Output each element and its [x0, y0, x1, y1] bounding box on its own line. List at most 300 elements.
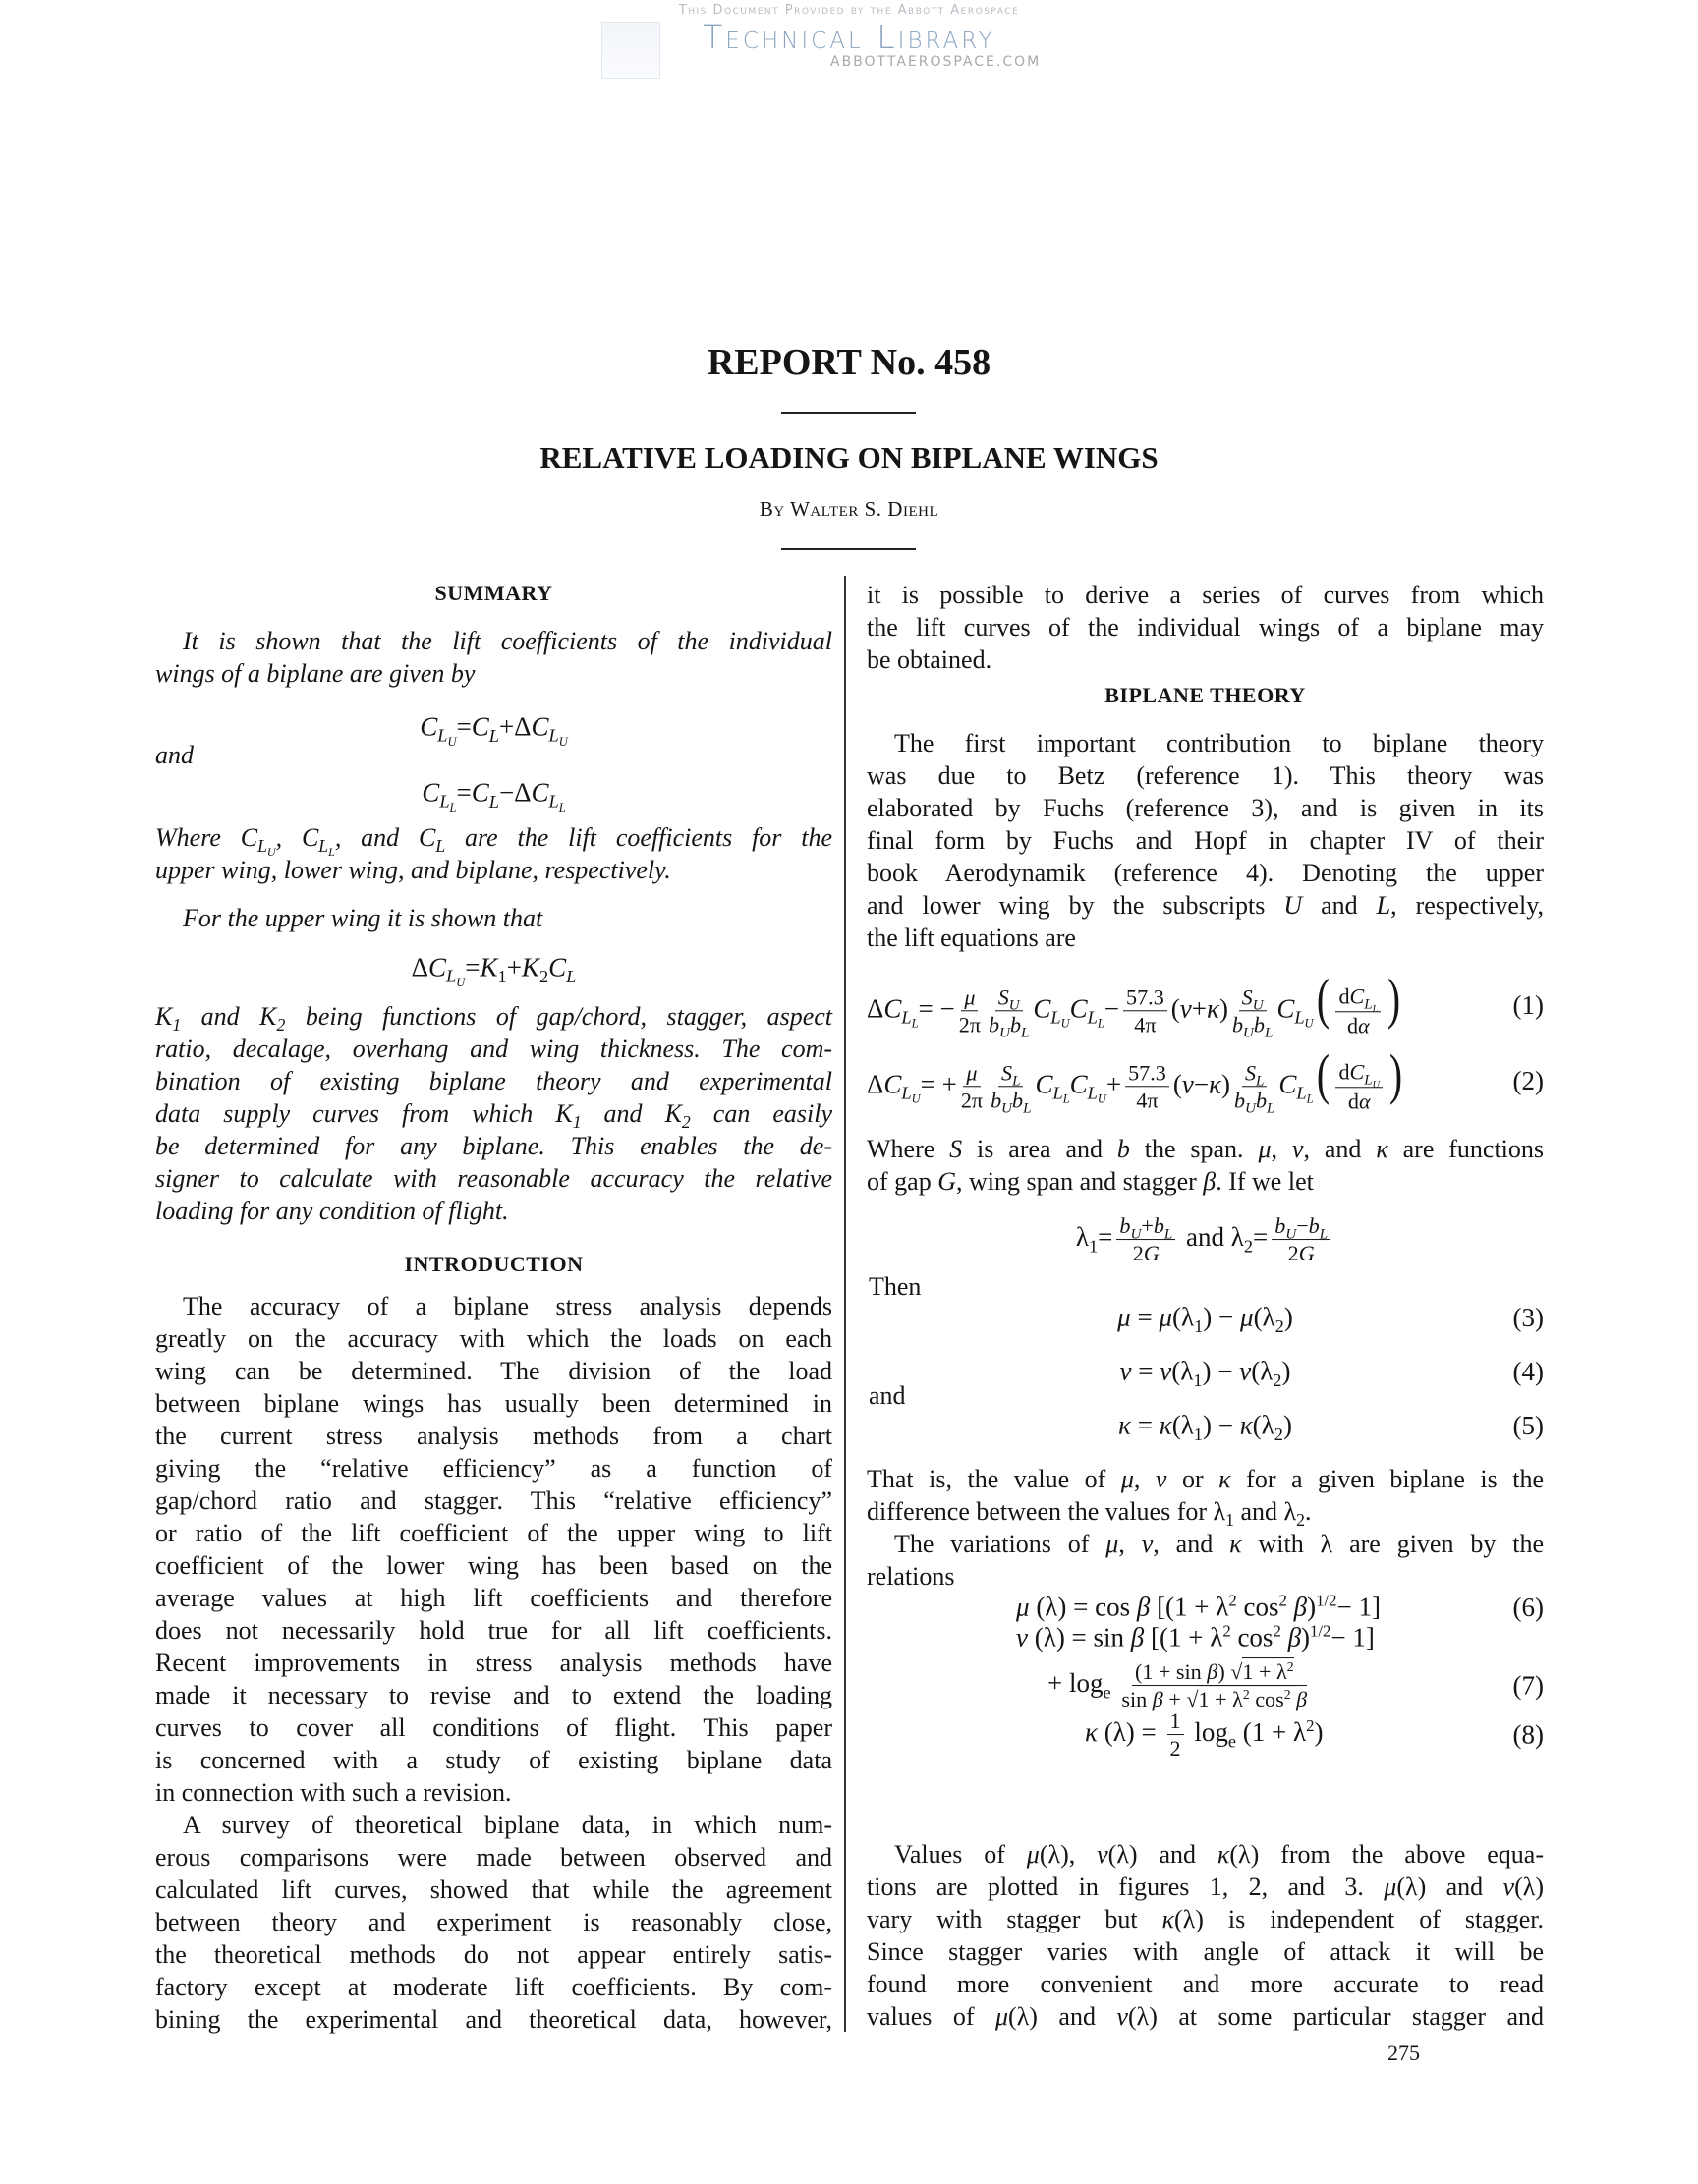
math-symbol: L [1267, 1100, 1275, 1117]
math-text: 1 [1225, 1510, 1234, 1531]
theory-paragraph-1 [867, 727, 1544, 954]
math-subscript [1244, 1237, 1253, 1257]
math-text: the current stress analysis methods from a chart [155, 1422, 832, 1450]
math-symbol: U [1283, 891, 1303, 920]
math-symbol: μ [1258, 1135, 1272, 1163]
math-fraction [990, 1060, 1032, 1117]
math-text: being functions of gap/chord, stagger, aspect [285, 1002, 832, 1031]
math-symbol: K [480, 952, 498, 982]
text-line [155, 1452, 832, 1484]
math-subscript [1098, 1017, 1104, 1031]
text-line [867, 1495, 1544, 1531]
math-text: Where [867, 1135, 950, 1163]
math-radical-sign: √ [1230, 1659, 1243, 1685]
math-symbol: β [1136, 1592, 1151, 1622]
text-line [867, 644, 1544, 676]
text-line [155, 1971, 832, 2003]
math-symbol: C [1069, 993, 1088, 1024]
text-line [155, 1130, 832, 1162]
math-symbol: C [1278, 1069, 1297, 1099]
math-symbol: L [548, 791, 559, 812]
math-subscript [1087, 1007, 1104, 1032]
math-text: loading for any condition of flight. [155, 1197, 509, 1225]
introduction-paragraph-2 [155, 1809, 832, 2036]
math-subscript [1294, 1007, 1314, 1032]
math-text: Δ [411, 952, 428, 982]
math-text: bination of existing biplane theory and experimental [155, 1067, 832, 1095]
math-text [1281, 1623, 1288, 1652]
math-text: [(1 + λ [1150, 1592, 1229, 1622]
title-rule-top [781, 412, 916, 414]
text-line [867, 824, 1544, 857]
text-line [155, 1906, 832, 1938]
math-text: − [1193, 1069, 1210, 1099]
math-symbol: L [1163, 1226, 1173, 1243]
math-symbol: μ [994, 2002, 1009, 2031]
text-line [155, 1679, 832, 1711]
math-text: erous comparisons were made between observed and [155, 1843, 832, 1872]
math-text [1287, 1593, 1294, 1622]
math-symbol: C [419, 823, 436, 852]
math-text: , and [1153, 1530, 1230, 1558]
math-symbol: U [999, 1025, 1010, 1041]
math-symbol: β [1152, 1687, 1163, 1712]
math-symbol: μ [966, 1060, 978, 1086]
math-fraction [1335, 1059, 1383, 1113]
math-symbol: b [1274, 1213, 1286, 1239]
summary-paragraph-4 [155, 1000, 832, 1227]
math-text: and λ [1179, 1222, 1244, 1253]
label-and: and [155, 741, 194, 769]
math-text: 2 [681, 1112, 691, 1133]
equation-number: (6) [1512, 1592, 1544, 1622]
math-text: 1 [172, 1015, 182, 1036]
math-subscript [439, 791, 457, 815]
math-text: curves to cover all conditions of flight. This paper [155, 1713, 832, 1742]
text-line [155, 1162, 832, 1195]
math-text: , [1271, 1135, 1292, 1163]
math-symbol: U [1372, 1080, 1381, 1092]
math-symbol: b [989, 1012, 1000, 1037]
math-symbol: ν [1141, 1530, 1154, 1558]
text-line [155, 1290, 832, 1322]
math-symbol: U [1001, 1100, 1013, 1117]
text-line [155, 1000, 832, 1036]
math-text: 2 [1273, 1370, 1282, 1390]
math-text: , [1133, 1465, 1156, 1493]
math-symbol: β [1203, 1167, 1217, 1196]
title-rule-bottom [781, 548, 916, 550]
math-symbol: ν [1181, 1069, 1194, 1099]
math-superscript [1243, 1687, 1250, 1702]
math-superscript [1287, 1659, 1294, 1674]
math-symbol: ν [1160, 1356, 1172, 1386]
equation-number: (1) [1512, 989, 1544, 1020]
equation-6 [1016, 1593, 1544, 1623]
math-text: d [1347, 1013, 1359, 1038]
text-line [155, 1033, 832, 1065]
fraction-numerator [961, 984, 978, 1011]
math-text: average values at high lift coefficients and therefore [155, 1584, 832, 1612]
math-symbol: G [937, 1167, 956, 1196]
math-fraction [1167, 1708, 1184, 1762]
fraction-denominator [990, 1088, 1032, 1117]
math-text: 1 [1193, 1370, 1203, 1390]
fraction-denominator [1133, 1241, 1160, 1266]
math-text: 1 [1169, 1708, 1181, 1734]
text-line [867, 727, 1544, 759]
math-text: 2 [1169, 1736, 1181, 1762]
equation-3 [867, 1302, 1544, 1336]
math-text: it is possible to derive a series of curves from which [867, 581, 1544, 609]
math-text: 1 [572, 1112, 582, 1133]
math-text: 1 [1088, 1236, 1099, 1257]
fraction-numerator [1116, 1213, 1175, 1243]
equation-body [411, 952, 577, 990]
math-text: ( [1172, 1069, 1182, 1099]
math-symbol: C [548, 952, 567, 982]
math-text: d [1347, 1089, 1359, 1114]
equation-body [1016, 1593, 1381, 1623]
math-subscript [912, 1017, 919, 1031]
equation-lower-lift-coefficient [155, 777, 832, 815]
math-symbol: L [1050, 1007, 1061, 1028]
math-text: The first important contribution to biplane theory [894, 729, 1544, 757]
math-subscript [1023, 1101, 1031, 1117]
math-subscript [1052, 1083, 1070, 1107]
math-fraction [1116, 1213, 1175, 1266]
math-symbol: b [1009, 1012, 1021, 1037]
math-symbol: U [266, 845, 276, 860]
math-text: 2 [1273, 1621, 1281, 1641]
math-text: That is, the value of [867, 1465, 1121, 1493]
math-subscript [1305, 1017, 1314, 1031]
math-fraction [1335, 983, 1381, 1037]
math-symbol: L [439, 791, 450, 812]
math-text: ratio, decalage, overhang and wing thickness. The com- [155, 1035, 832, 1063]
math-large-parenthesis: ) [1387, 968, 1401, 1031]
text-line [155, 1097, 832, 1133]
math-subscript [1265, 1026, 1273, 1041]
math-symbol: U [1285, 1226, 1297, 1243]
math-text: − [1104, 993, 1120, 1024]
math-text: e [1227, 1731, 1237, 1752]
math-text: It is shown that the lift coefficients of the individual [183, 627, 832, 655]
math-text: be obtained. [867, 645, 992, 674]
math-symbol: L [1087, 1083, 1098, 1103]
math-text: ) − [1203, 1302, 1240, 1332]
math-symbol: L [548, 725, 559, 746]
math-symbol: b [1231, 1012, 1243, 1037]
math-text: d [1338, 1059, 1350, 1085]
math-subscript [548, 791, 566, 815]
math-text: (λ) and [1008, 2002, 1117, 2031]
watermark-provided-by: This Document Provided by the Abbott Aerospace [678, 3, 1020, 18]
math-symbol: μ [1159, 1302, 1172, 1332]
watermark-technical-library: Technical Library [703, 18, 995, 56]
math-text: 1/2 [1316, 1591, 1337, 1610]
math-text: = [1098, 1222, 1113, 1253]
math-symbol: κ [1161, 1905, 1175, 1933]
math-text: A survey of theoretical biplane data, in which num- [183, 1811, 832, 1839]
math-fraction [1234, 1060, 1275, 1117]
math-subscript [1001, 1101, 1012, 1117]
text-line [155, 1744, 832, 1776]
math-text: 2 [1242, 1687, 1250, 1703]
theory-paragraph-3 [867, 1463, 1545, 1531]
math-symbol: L [328, 845, 335, 860]
math-symbol: κ [1118, 1410, 1131, 1440]
column-divider [844, 576, 846, 2032]
fraction-numerator [995, 984, 1023, 1014]
math-subscript [1061, 1017, 1070, 1031]
math-superscript [1310, 1621, 1330, 1640]
math-symbol: L [1294, 1007, 1305, 1028]
math-subscript [437, 725, 457, 750]
math-text: ) − [1202, 1410, 1240, 1440]
math-text: tions are plotted in figures 1, 2, and 3. [867, 1873, 1385, 1901]
math-symbol: U [911, 1092, 921, 1107]
math-text: 4π [1136, 1088, 1159, 1113]
math-symbol: κ [1206, 993, 1219, 1024]
math-symbol: G [1143, 1241, 1160, 1266]
math-symbol: S [1241, 984, 1253, 1010]
math-text: − 1] [1330, 1622, 1375, 1652]
math-symbol: ν [1016, 1622, 1028, 1652]
math-text: 2 [1132, 1241, 1144, 1266]
math-subscript [559, 801, 566, 814]
math-symbol: b [1153, 1213, 1164, 1239]
math-text: or ratio of the lift coefficient of the upper wing to lift [155, 1519, 832, 1547]
math-text: ) [1307, 1592, 1317, 1622]
math-text: giving the “relative efficiency” as a function of [155, 1454, 832, 1483]
math-symbol: b [1012, 1088, 1024, 1113]
math-text: 1 [1194, 1316, 1204, 1336]
math-text: + [1162, 1687, 1187, 1712]
math-symbol: C [531, 711, 549, 742]
math-text: , and [334, 823, 419, 852]
text-line [155, 1420, 832, 1452]
math-symbol: b [1116, 1135, 1130, 1163]
math-symbol: C [883, 1069, 902, 1099]
fraction-numerator [963, 1060, 980, 1087]
math-symbol: ν [1179, 993, 1192, 1024]
math-subscript [1245, 1101, 1256, 1117]
equation-8 [1085, 1708, 1544, 1762]
math-text: and [581, 1099, 665, 1128]
text-line [155, 1549, 832, 1582]
math-subscript [1103, 1683, 1110, 1703]
text-line [155, 902, 832, 934]
math-text: , wing span and stagger [955, 1167, 1204, 1196]
math-symbol: L [901, 1083, 912, 1103]
math-text: 2 [1228, 1591, 1237, 1610]
math-fraction [1272, 1213, 1330, 1266]
math-symbol: L [488, 791, 499, 812]
math-subscript [901, 1007, 919, 1032]
math-symbol: U [1097, 1092, 1106, 1107]
math-subscript [1267, 1101, 1274, 1117]
math-superscript [1228, 1591, 1236, 1609]
math-symbol: ν [1239, 1356, 1252, 1386]
math-text: elaborated by Fuchs (reference 3), and is given in its [867, 794, 1544, 822]
math-text: ) [1217, 1659, 1231, 1685]
math-subscript [1098, 1092, 1106, 1106]
math-text: e [1103, 1682, 1111, 1703]
math-symbol: S [997, 984, 1009, 1010]
math-text: for a given biplane is the [1230, 1465, 1545, 1493]
math-subscript [1364, 1072, 1381, 1092]
paper-title: RELATIVE LOADING ON BIPLANE WINGS [539, 440, 1159, 475]
equation-body [867, 1043, 1405, 1117]
math-text: , [1118, 1530, 1142, 1558]
text-line [155, 854, 832, 886]
equation-number: (8) [1512, 1719, 1544, 1750]
math-text: = [1131, 1410, 1160, 1440]
math-symbol: L [1256, 1073, 1265, 1090]
math-text: factory except at moderate lift coefficients. By com- [155, 1973, 832, 2001]
math-symbol: K [155, 1002, 173, 1031]
fraction-numerator [1123, 984, 1167, 1011]
math-text: , [275, 823, 302, 852]
math-text: (λ) = sin [1027, 1622, 1131, 1652]
math-subscript [901, 1083, 921, 1107]
text-line [867, 1903, 1544, 1935]
math-text: 2 [1283, 1687, 1291, 1703]
fraction-denominator [1288, 1241, 1315, 1266]
math-text: 1 [497, 966, 507, 986]
math-text: the span. [1129, 1135, 1259, 1163]
fraction-numerator [1335, 1059, 1383, 1092]
text-line [155, 1065, 832, 1097]
math-symbol: L [1052, 1083, 1063, 1103]
math-subscript [1194, 1316, 1203, 1336]
math-symbol: L [1062, 1092, 1070, 1107]
math-text: wing can be determined. The division of the load [155, 1357, 832, 1385]
math-subscript [1164, 1226, 1172, 1242]
math-text: = + [920, 1069, 957, 1099]
math-text: ) [1281, 1356, 1291, 1386]
math-symbol: β [1130, 1622, 1145, 1652]
math-symbol: β [1293, 1592, 1308, 1622]
math-text: (1 + λ [1236, 1717, 1307, 1748]
heading-summary: SUMMARY [434, 581, 553, 605]
math-text [1111, 1668, 1118, 1698]
equation-lambda-definitions [867, 1213, 1544, 1266]
math-text: 2 [1287, 1241, 1299, 1266]
math-symbol: C [1033, 993, 1051, 1024]
math-text: does not necessarily hold true for all lift coefficients. [155, 1616, 832, 1645]
equation-number: (3) [1512, 1302, 1544, 1332]
math-symbol: K [521, 952, 539, 982]
math-symbol: μ [1120, 1465, 1134, 1493]
math-text: 2 [1296, 1510, 1305, 1531]
math-text: was due to Betz (reference 1). This theory was [867, 761, 1544, 790]
math-symbol: L [1012, 1073, 1021, 1090]
text-line [867, 1463, 1544, 1495]
math-symbol: C [471, 711, 489, 742]
text-line [155, 1647, 832, 1679]
text-line [867, 1871, 1544, 1903]
math-text: signer to calculate with reasonable accuracy the relative [155, 1164, 832, 1193]
math-symbol: C [428, 952, 447, 982]
fraction-denominator [959, 1012, 981, 1037]
equation-number: (4) [1512, 1356, 1544, 1386]
equation-4 [867, 1356, 1544, 1390]
text-line [867, 1838, 1544, 1871]
math-text: between biplane wings has usually been determined in [155, 1389, 832, 1418]
math-text: For the upper wing it is shown that [183, 904, 543, 932]
math-large-parenthesis: ( [1316, 968, 1330, 1031]
math-symbol: C [301, 823, 319, 852]
math-superscript [1279, 1591, 1287, 1609]
fraction-numerator [1335, 983, 1381, 1016]
math-text: 2 [1222, 1621, 1231, 1641]
text-line [155, 1614, 832, 1647]
math-text: 2 [276, 1015, 286, 1036]
math-text: data supply curves from which [155, 1099, 556, 1128]
math-superscript [1284, 1687, 1291, 1702]
math-subscript [912, 1092, 921, 1106]
math-text: cos [1236, 1592, 1279, 1622]
math-symbol: ν [1291, 1135, 1304, 1163]
math-text: − 1] [1336, 1592, 1381, 1622]
fraction-numerator [1239, 984, 1267, 1014]
text-line [155, 821, 833, 860]
text-line [155, 1517, 832, 1549]
math-symbol: G [1298, 1241, 1315, 1266]
math-fraction [1123, 984, 1167, 1037]
math-symbol: L [1296, 1083, 1307, 1103]
text-line [867, 792, 1544, 824]
math-text: = [465, 952, 481, 982]
heading-introduction: INTRODUCTION [404, 1252, 584, 1276]
math-text: made it necessary to revise and to extend the loading [155, 1681, 832, 1709]
equation-body [420, 711, 568, 750]
math-symbol: L [1023, 1100, 1032, 1117]
fraction-denominator [961, 1088, 983, 1113]
math-text: Δ [867, 1069, 884, 1099]
math-symbol: C [1349, 983, 1365, 1009]
theory-paragraph-5 [867, 1838, 1544, 2033]
math-large-parenthesis: ) [1388, 1043, 1403, 1106]
fraction-denominator [989, 1012, 1030, 1041]
math-subscript [1050, 1007, 1070, 1032]
math-text: 2 [1306, 1716, 1315, 1736]
math-symbol: b [1253, 1012, 1265, 1037]
text-line [155, 1874, 832, 1906]
math-text: and [181, 1002, 260, 1031]
math-symbol: b [1119, 1213, 1131, 1239]
equation-body [867, 968, 1403, 1041]
math-text: 57.3 [1126, 984, 1164, 1010]
math-subscript [1228, 1732, 1236, 1752]
math-fraction [989, 984, 1030, 1041]
heading-biplane-theory: BIPLANE THEORY [1104, 683, 1306, 707]
text-line [155, 1322, 832, 1355]
math-text: + [1105, 1069, 1122, 1099]
math-text: calculated lift curves, showed that while the agreement [155, 1876, 832, 1904]
math-text: 2 [1274, 1316, 1284, 1336]
page-number: 275 [1387, 2041, 1420, 2065]
math-symbol: μ [1117, 1302, 1131, 1332]
math-fraction [959, 984, 981, 1037]
text-line [867, 611, 1544, 644]
math-text: found more convenient and more accurate to read [867, 1970, 1544, 1998]
math-text: 2 [1274, 1424, 1283, 1444]
math-superscript [1273, 1621, 1280, 1640]
math-symbol: U [456, 976, 466, 990]
